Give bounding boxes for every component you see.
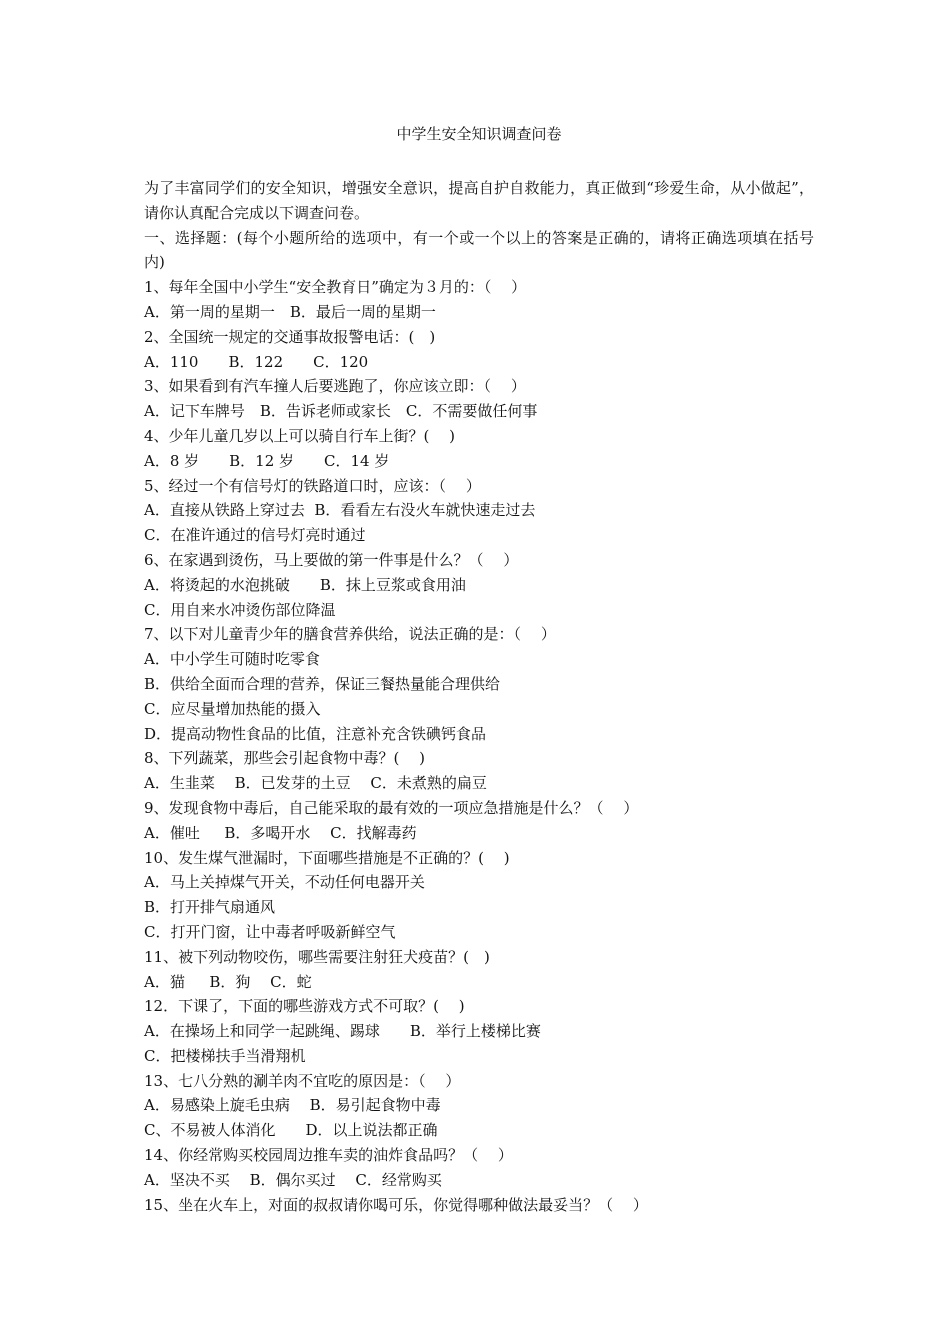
- option-line: C．应尽量增加热能的摄入: [144, 699, 321, 718]
- option-line: C．在准许通过的信号灯亮时通过: [144, 526, 366, 545]
- option-line: D．提高动物性食品的比值，注意补充含铁碘钙食品: [144, 724, 487, 743]
- question-line: 10、发生煤气泄漏时，下面哪些措施是不正确的？( ): [144, 848, 510, 867]
- question-line: 1、每年全国中小学生“安全教育日”确定为３月的：（ ）: [144, 278, 527, 297]
- option-line: A．中小学生可随时吃零食: [144, 650, 320, 669]
- question-line: 9、发现食物中毒后，自己能采取的最有效的一项应急措施是什么？（ ）: [144, 798, 639, 817]
- option-line: B．打开排气扇通风: [144, 898, 276, 917]
- option-line: C．打开门窗，让中毒者呼吸新鲜空气: [144, 922, 396, 941]
- intro-paragraph: 为了丰富同学们的安全知识，增强安全意识，提高自护自救能力，真正做到“珍爱生命，从小做起”，请你认真配合完成以下调查问卷。: [144, 179, 814, 222]
- question-line: 15、坐在火车上，对面的叔叔请你喝可乐，你觉得哪种做法最妥当？（ ）: [144, 1195, 648, 1214]
- option-line: A．催吐 B．多喝开水 C．找解毒药: [144, 823, 417, 842]
- option-line: A．易感染上旋毛虫病 B．易引起食物中毒: [144, 1096, 441, 1115]
- option-line: A．8 岁 B．12 岁 C．14 岁: [144, 451, 390, 470]
- question-line: 2、全国统一规定的交通事故报警电话：( ): [144, 327, 436, 346]
- question-line: 3、如果看到有汽车撞人后要逃跑了，你应该立即：（ ）: [144, 377, 526, 396]
- option-line: C．用自来水冲烫伤部位降温: [144, 600, 336, 619]
- question-line: 6、在家遇到烫伤，马上要做的第一件事是什么？（ ）: [144, 550, 519, 569]
- option-line: A．第一周的星期一 B．最后一周的星期一: [144, 302, 436, 321]
- question-line: 8、下列蔬菜，那些会引起食物中毒？( ): [144, 749, 426, 768]
- option-line: A．将烫起的水泡挑破 B．抹上豆浆或食用油: [144, 575, 466, 594]
- option-line: A．马上关掉煤气开关，不动任何电器开关: [144, 873, 425, 892]
- option-line: C．把楼梯扶手当滑翔机: [144, 1046, 306, 1065]
- question-list: [144, 275, 814, 1217]
- question-line: 14、你经常购买校园周边推车卖的油炸食品吗？（ ）: [144, 1146, 513, 1165]
- question-line: 5、经过一个有信号灯的铁路道口时，应该：（ ）: [144, 476, 481, 495]
- question-line: 12．下课了，下面的哪些游戏方式不可取？( ): [144, 997, 465, 1016]
- option-line: A．坚决不买 B．偶尔买过 C．经常购买: [144, 1170, 442, 1189]
- document-body: [144, 122, 814, 1217]
- question-line: 11、被下列动物咬伤，哪些需要注射狂犬疫苗？( ): [144, 947, 490, 966]
- option-line: A．在操场上和同学一起跳绳、踢球 B．举行上楼梯比赛: [144, 1022, 541, 1041]
- option-line: A．直接从铁路上穿过去 B．看看左右没火车就快速走过去: [144, 501, 536, 520]
- question-line: 7、以下对儿童青少年的膳食营养供给，说法正确的是：（ ）: [144, 625, 556, 644]
- section-heading: 一、选择题：(每个小题所给的选项中，有一个或一个以上的答案是正确的，请将正确选项填在括号内): [144, 228, 814, 272]
- document-title: 中学生安全知识调查问卷: [396, 125, 562, 143]
- question-line: 13、七八分熟的涮羊肉不宜吃的原因是：（ ）: [144, 1071, 461, 1090]
- question-line: 4、少年儿童几岁以上可以骑自行车上街？( ): [144, 426, 456, 445]
- option-line: A．猫 B．狗 C．蛇: [144, 972, 312, 991]
- option-line: A．110 B．122 C．120: [144, 352, 369, 371]
- option-line: C、不易被人体消化 D．以上说法都正确: [144, 1121, 438, 1140]
- option-line: A．生韭菜 B．已发芽的土豆 C．未煮熟的扁豆: [144, 774, 487, 793]
- option-line: A．记下车牌号 B．告诉老师或家长 C．不需要做任何事: [144, 402, 538, 421]
- option-line: B．供给全面而合理的营养，保证三餐热量能合理供给: [144, 674, 501, 693]
